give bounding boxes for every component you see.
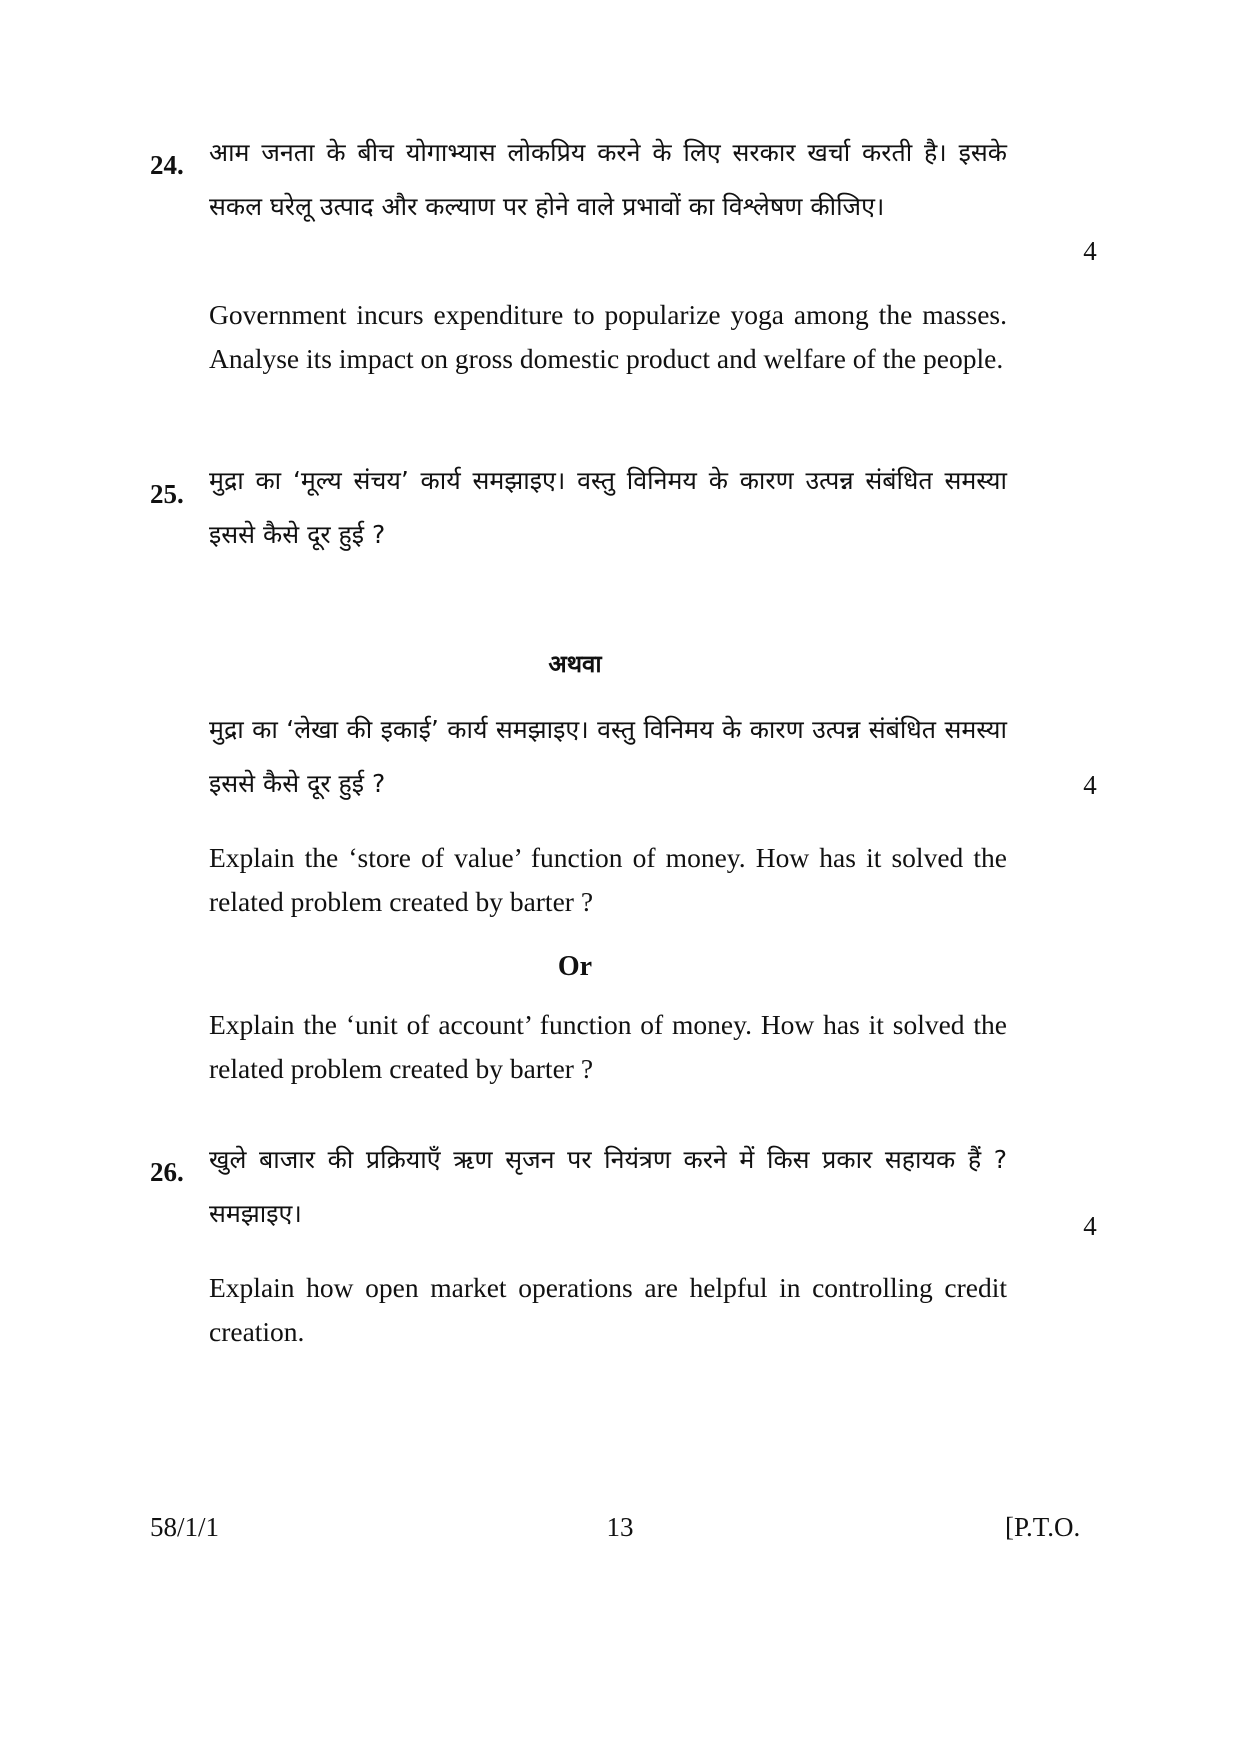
question-number: 26. — [150, 1157, 184, 1187]
question-english-text: Explain the ‘store of value’ function of money. How has it solved the related problem created by barter ? — [209, 842, 1007, 917]
question-hindi-alt-text: मुद्रा का ‘लेखा की इकाई’ कार्य समझाइए। वस्तु विनिमय के कारण उत्पन्न संबंधित समस्या इससे कैसे दूर हुई ? — [209, 715, 1007, 798]
page-number: 13 — [606, 1512, 634, 1542]
question-number: 24. — [150, 150, 184, 180]
question-hindi-text: आम जनता के बीच योगाभ्यास लोकप्रिय करने के लिए सरकार खर्चा करती है। इसके सकल घरेलू उत्पाद और कल्याण पर होने वाले प्रभावों का विश्लेषण कीजिए। — [209, 138, 1007, 221]
pto-note: [P.T.O. — [1005, 1512, 1081, 1542]
question-hindi-text: मुद्रा का ‘मूल्य संचय’ कार्य समझाइए। वस्तु विनिमय के कारण उत्पन्न संबंधित समस्या इससे कैसे दूर हुई ? — [209, 466, 1007, 549]
question-marks: 4 — [1083, 236, 1097, 266]
question-hindi-text: खुले बाजार की प्रक्रियाएँ ऋण सृजन पर नियंत्रण करने में किस प्रकार सहायक हैं ? समझाइए। — [209, 1145, 1007, 1228]
question-english-text: Explain how open market operations are helpful in controlling credit creation. — [209, 1272, 1007, 1347]
question-marks: 4 — [1083, 770, 1097, 800]
question-number: 25. — [150, 479, 184, 509]
or-divider-hindi: अथवा — [548, 650, 602, 678]
question-marks: 4 — [1083, 1211, 1097, 1241]
question-english-alt-text: Explain the ‘unit of account’ function of money. How has it solved the related problem created by barter ? — [209, 1009, 1007, 1084]
paper-code: 58/1/1 — [150, 1512, 220, 1542]
or-divider-english: Or — [557, 951, 593, 982]
question-english-text: Government incurs expenditure to popularize yoga among the masses. Analyse its impact on gross domestic product and welfare of the people. — [209, 299, 1007, 374]
